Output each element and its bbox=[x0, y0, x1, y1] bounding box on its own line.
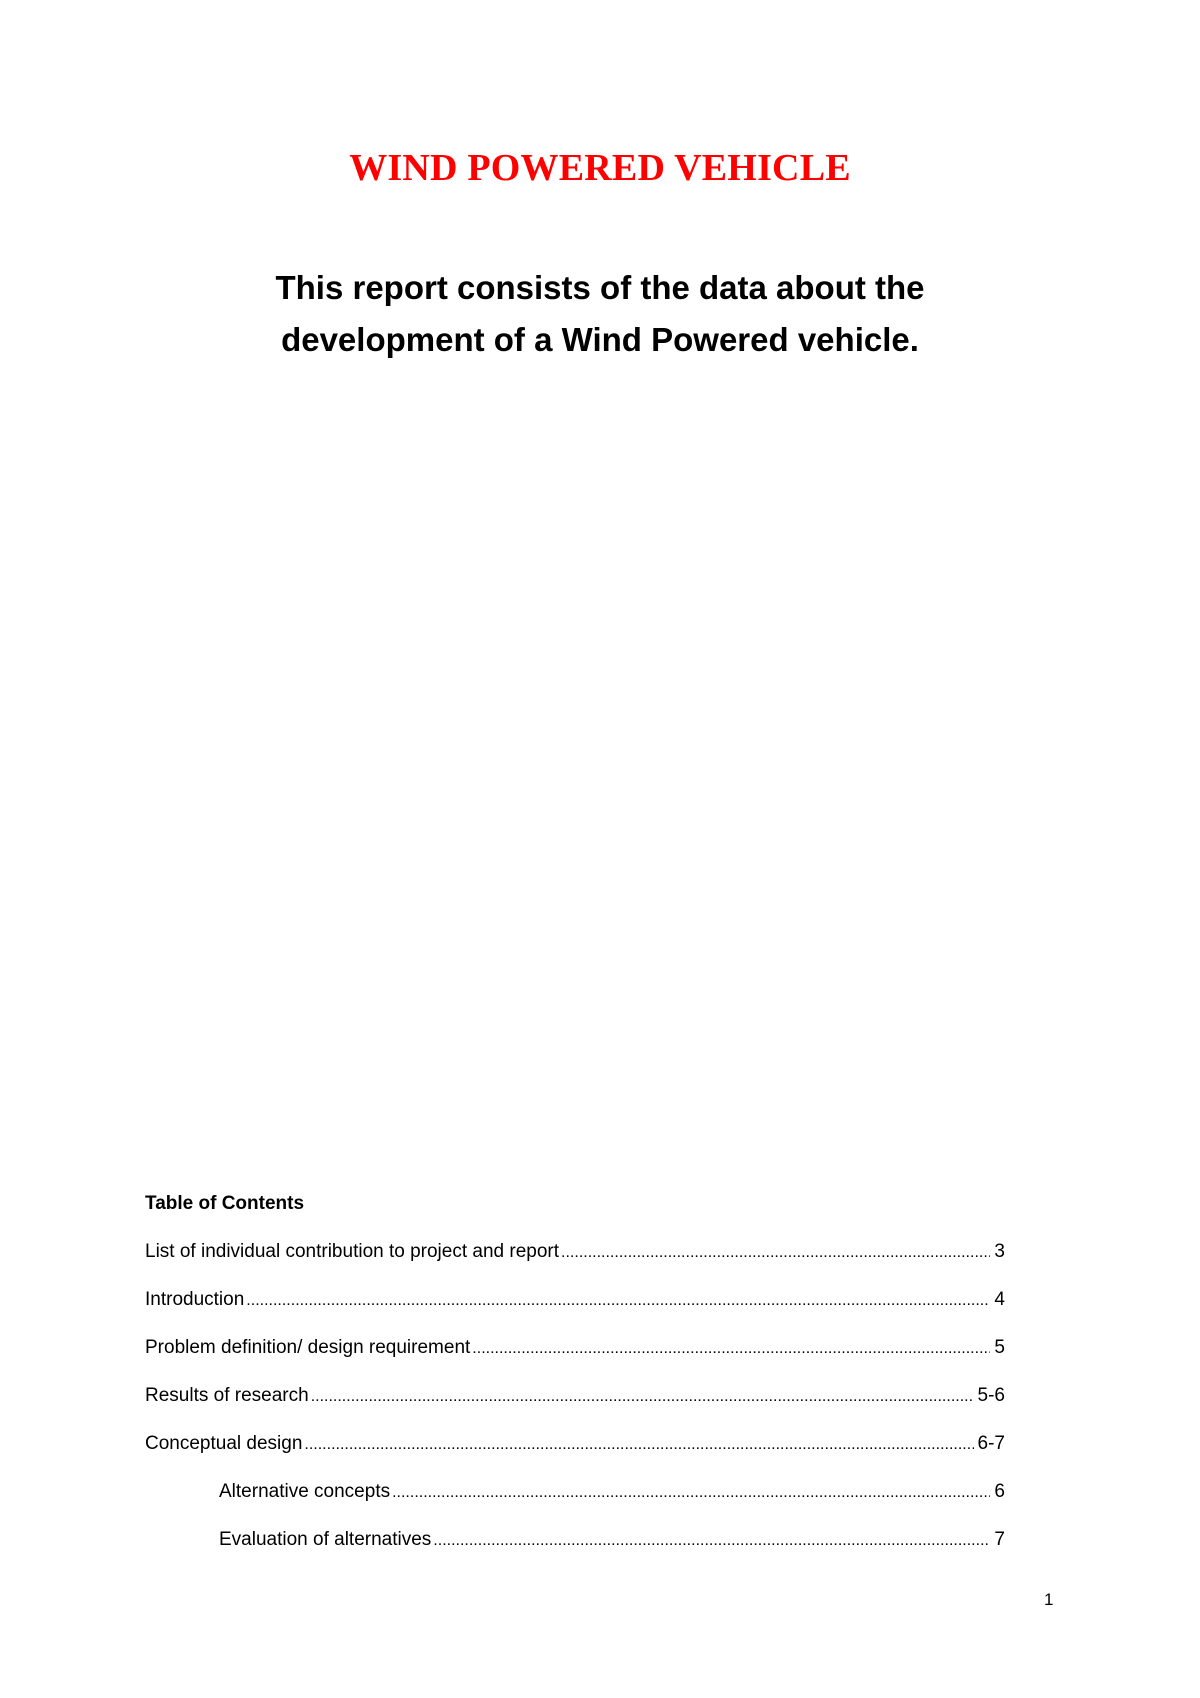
toc-subentry[interactable] bbox=[145, 1528, 1005, 1552]
toc-entry-page: 7 bbox=[994, 1529, 1005, 1550]
toc-leader-dots bbox=[470, 1337, 990, 1360]
toc-entry-page: 5 bbox=[994, 1337, 1005, 1358]
toc-entry-page: 5-6 bbox=[977, 1385, 1005, 1406]
toc-entry-label: Results of research bbox=[145, 1385, 309, 1406]
toc-leader-dots bbox=[431, 1529, 990, 1552]
toc-leader-dots bbox=[390, 1481, 990, 1504]
toc-entry[interactable] bbox=[145, 1288, 1005, 1312]
toc-entry-label: Introduction bbox=[145, 1289, 245, 1310]
toc-entry-label: Alternative concepts bbox=[219, 1481, 391, 1502]
toc-entry[interactable] bbox=[145, 1384, 1005, 1408]
table-of-contents bbox=[145, 1192, 1005, 1576]
toc-entry-label: Conceptual design bbox=[145, 1433, 303, 1454]
toc-subentry[interactable] bbox=[145, 1480, 1005, 1504]
page-number: 1 bbox=[1044, 1590, 1054, 1609]
toc-entry-page: 3 bbox=[994, 1241, 1005, 1262]
toc-leader-dots bbox=[244, 1289, 990, 1312]
document-subtitle: This report consists of the data about the development of a Wind Powered vehicle. bbox=[275, 269, 925, 358]
toc-entry-label: Evaluation of alternatives bbox=[219, 1529, 432, 1550]
toc-entry-label: List of individual contribution to project and report bbox=[145, 1241, 560, 1262]
toc-leader-dots bbox=[309, 1385, 974, 1408]
toc-leader-dots bbox=[559, 1241, 990, 1264]
toc-entry[interactable] bbox=[145, 1336, 1005, 1360]
toc-entry-page: 6 bbox=[994, 1481, 1005, 1502]
document-title: WIND POWERED VEHICLE bbox=[349, 147, 851, 189]
toc-entry-page: 6-7 bbox=[977, 1433, 1005, 1454]
toc-entry-label: Problem definition/ design requirement bbox=[145, 1337, 471, 1358]
toc-entry[interactable] bbox=[145, 1240, 1005, 1264]
toc-heading: Table of Contents bbox=[145, 1193, 305, 1214]
toc-entry-page: 4 bbox=[994, 1289, 1005, 1310]
toc-entry[interactable] bbox=[145, 1432, 1005, 1456]
toc-leader-dots bbox=[302, 1433, 973, 1456]
